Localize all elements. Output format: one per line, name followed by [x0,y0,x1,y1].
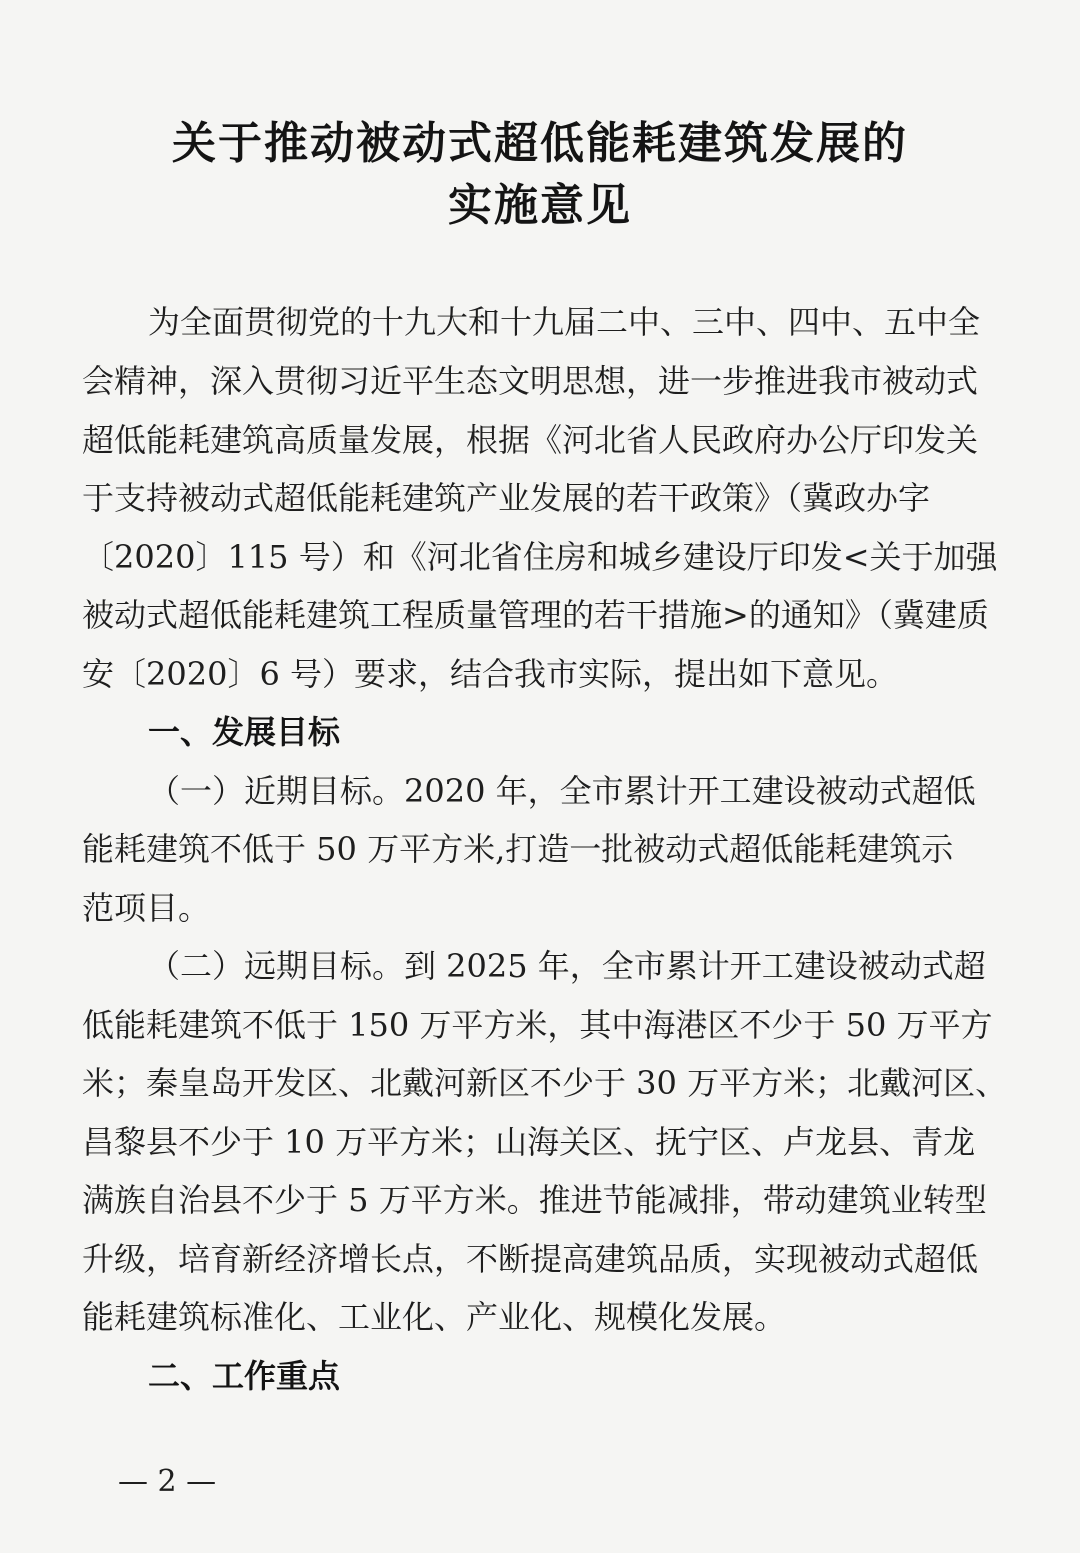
item-2-line-6: 升级，培育新经济增长点，不断提高建筑品质，实现被动式超低 [82,1240,979,1278]
intro-line-6: 被动式超低能耗建筑工程质量管理的若干措施>的通知》（冀建质 [82,596,989,634]
intro-line-7: 安〔2020〕6 号）要求，结合我市实际，提出如下意见。 [82,655,898,693]
item-2-line-4: 昌黎县不少于 10 万平方米；山海关区、抚宁区、卢龙县、青龙 [82,1123,976,1161]
intro-line-5: 〔2020〕115 号）和《河北省住房和城乡建设厅印发<关于加强 [82,538,998,576]
item-2-line-2: 低能耗建筑不低于 150 万平方米，其中海港区不少于 50 万平方 [82,1006,993,1044]
item-2-line-3: 米；秦皇岛开发区、北戴河新区不少于 30 万平方米；北戴河区、 [82,1064,1008,1102]
section-heading-goals: 一、发展目标 [148,713,341,751]
item-2-line-5: 满族自治县不少于 5 万平方米。推进节能减排，带动建筑业转型 [82,1181,987,1219]
document-title-line-2: 实施意见 [448,180,632,231]
intro-line-1: 为全面贯彻党的十九大和十九届二中、三中、四中、五中全 [148,303,981,341]
intro-line-4: 于支持被动式超低能耗建筑产业发展的若干政策》（冀政办字 [82,479,931,517]
item-2-line-7: 能耗建筑标准化、工业化、产业化、规模化发展。 [82,1298,787,1336]
item-2-line-1: （二）远期目标。到 2025 年，全市累计开工建设被动式超 [148,947,986,985]
item-1-line-3: 范项目。 [82,889,211,927]
document-title-line-1: 关于推动被动式超低能耗建筑发展的 [172,118,908,169]
item-1-line-1: （一）近期目标。2020 年，全市累计开工建设被动式超低 [148,772,976,810]
item-1-line-2: 能耗建筑不低于 50 万平方米,打造一批被动式超低能耗建筑示 [82,830,954,868]
intro-line-3: 超低能耗建筑高质量发展，根据《河北省人民政府办公厅印发关 [82,421,979,459]
intro-line-2: 会精神，深入贯彻习近平生态文明思想，进一步推进我市被动式 [82,362,979,400]
section-heading-work-focus: 二、工作重点 [148,1357,341,1395]
page-number: — 2 — [118,1464,217,1499]
